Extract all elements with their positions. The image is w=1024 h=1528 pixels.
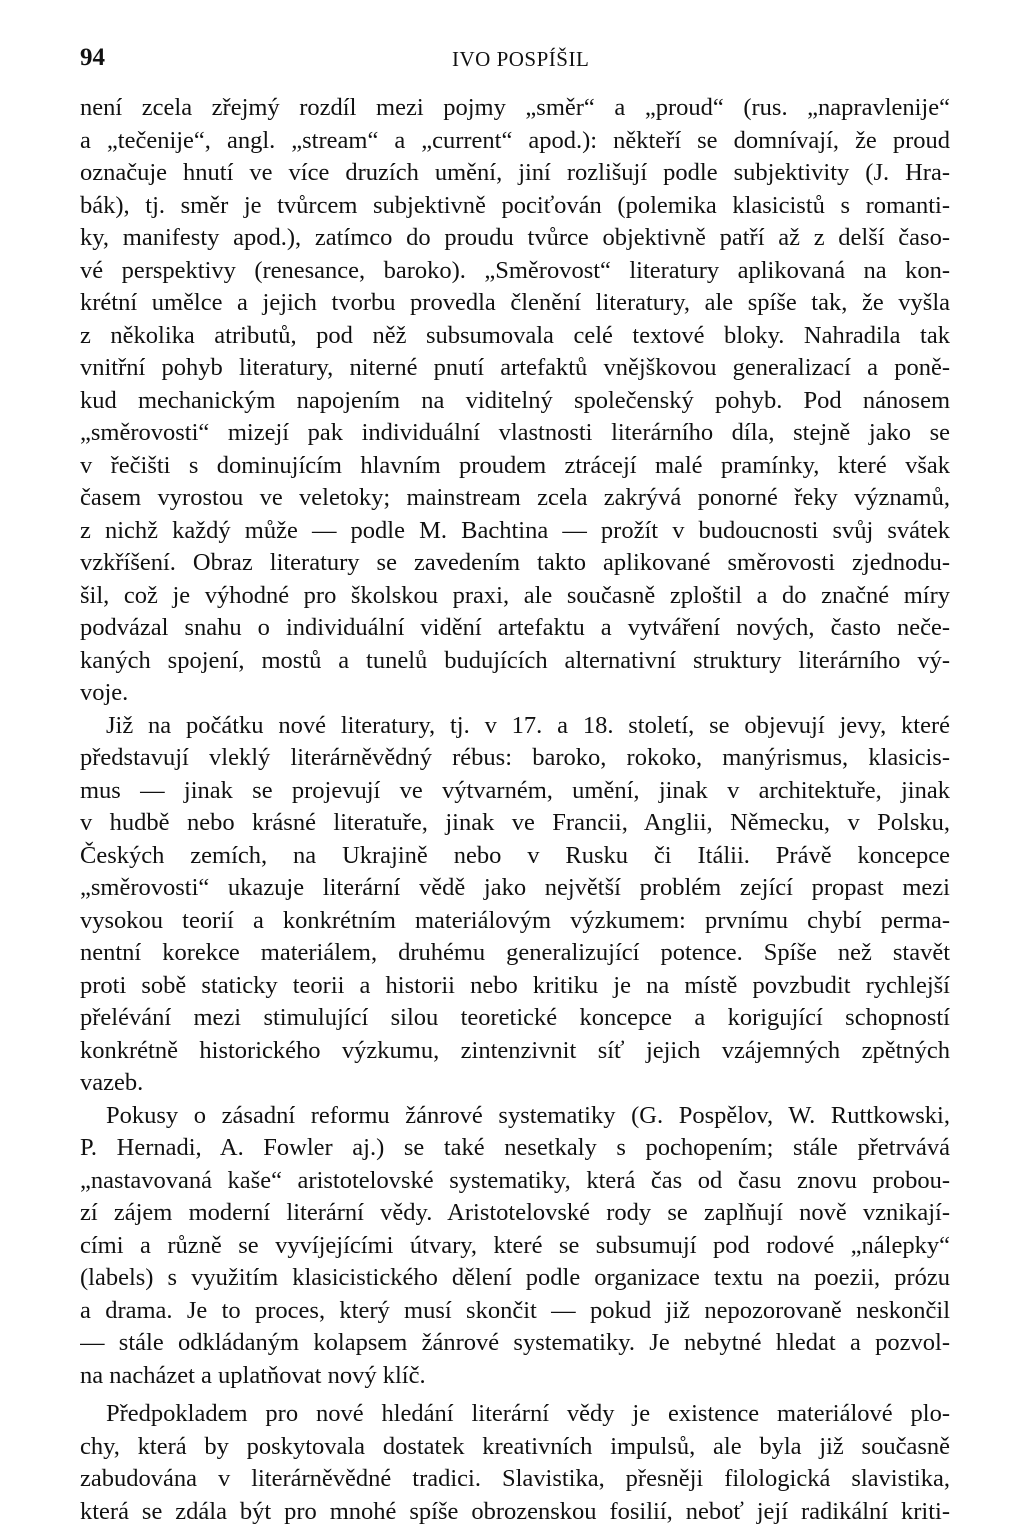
- text-line: zabudována v literárněvědné tradici. Slavistika, přesněji filologická slavistika,: [80, 1463, 950, 1496]
- text-line: voje.: [80, 677, 950, 710]
- text-line: nentní korekce materiálem, druhému generalizující potence. Spíše než stavět: [80, 937, 950, 970]
- text-line: kud mechanickým napojením na viditelný společenský pohyb. Pod nánosem: [80, 385, 950, 418]
- text-line: a „tečenije“, angl. „stream“ a „current“ apod.): někteří se domnívají, že proud: [80, 125, 950, 158]
- page-number: 94: [80, 44, 105, 72]
- text-line: z nichž každý může — podle M. Bachtina — prožít v budoucnosti svůj svátek: [80, 515, 950, 548]
- text-line: ky, manifesty apod.), zatímco do proudu tvůrce objektivně patří až z delší časo-: [80, 222, 950, 255]
- text-line: „nastavovaná kaše“ aristotelovské systematiky, která čas od času znovu probou-: [80, 1165, 950, 1198]
- text-line: podvázal snahu o individuální vidění artefaktu a vytváření nových, často neče-: [80, 612, 950, 645]
- text-line: časem vyrostou ve veletoky; mainstream zcela zakrývá ponorné řeky významů,: [80, 482, 950, 515]
- text-line: z několika atributů, pod něž subsumovala celé textové bloky. Nahradila tak: [80, 320, 950, 353]
- text-line: chy, která by poskytovala dostatek kreativních impulsů, ale byla již současně: [80, 1431, 950, 1464]
- text-line: Již na počátku nové literatury, tj. v 17. a 18. století, se objevují jevy, které: [80, 710, 950, 743]
- page-header: [80, 44, 940, 78]
- text-line: vé perspektivy (renesance, baroko). „Směrovost“ literatury aplikovaná na kon-: [80, 255, 950, 288]
- text-line: konkrétně historického výzkumu, zintenzivnit síť jejich vzájemných zpětných: [80, 1035, 950, 1068]
- text-line: vzkříšení. Obraz literatury se zavedením takto aplikované směrovosti zjednodu-: [80, 547, 950, 580]
- text-line: krétní umělce a jejich tvorbu provedla členění literatury, ale spíše tak, že vyšla: [80, 287, 950, 320]
- text-line: vnitřní pohyb literatury, niterné pnutí artefaktů vnějškovou generalizací a poně-: [80, 352, 950, 385]
- paragraph: [80, 1398, 950, 1528]
- paragraph: [80, 710, 950, 1100]
- text-line: Předpokladem pro nové hledání literární vědy je existence materiálové plo-: [80, 1398, 950, 1431]
- paragraph: [80, 1100, 950, 1393]
- text-line: v hudbě nebo krásné literatuře, jinak ve Francii, Anglii, Německu, v Polsku,: [80, 807, 950, 840]
- text-line: (labels) s využitím klasicistického dělení podle organizace textu na poezii, prózu: [80, 1262, 950, 1295]
- text-line: na nacházet a uplatňovat nový klíč.: [80, 1360, 950, 1393]
- text-line: zí zájem moderní literární vědy. Aristotelovské rody se zaplňují nově vznikají-: [80, 1197, 950, 1230]
- text-line: v řečišti s dominujícím hlavním proudem ztrácejí malé pramínky, které však: [80, 450, 950, 483]
- text-line: vazeb.: [80, 1067, 950, 1100]
- text-line: proti sobě staticky teorii a historii nebo kritiku je na místě povzbudit rychlejší: [80, 970, 950, 1003]
- text-body: [80, 92, 950, 1528]
- text-line: vysokou teorií a konkrétním materiálovým výzkumem: prvnímu chybí perma-: [80, 905, 950, 938]
- text-line: — stále odkládaným kolapsem žánrové systematiky. Je nebytné hledat a pozvol-: [80, 1327, 950, 1360]
- text-line: Pokusy o zásadní reformu žánrové systematiky (G. Pospělov, W. Ruttkowski,: [80, 1100, 950, 1133]
- text-line: kaných spojení, mostů a tunelů budujících alternativní struktury literárního vý-: [80, 645, 950, 678]
- paragraph: [80, 92, 950, 710]
- text-line: Českých zemích, na Ukrajině nebo v Rusku či Itálii. Právě koncepce: [80, 840, 950, 873]
- text-line: šil, což je výhodné pro školskou praxi, ale současně zploštil a do značné míry: [80, 580, 950, 613]
- text-line: není zcela zřejmý rozdíl mezi pojmy „směr“ a „proud“ (rus. „napravlenije“: [80, 92, 950, 125]
- text-line: „směrovosti“ mizejí pak individuální vlastnosti literárního díla, stejně jako se: [80, 417, 950, 450]
- text-line: P. Hernadi, A. Fowler aj.) se také nesetkaly s pochopením; stále přetrvává: [80, 1132, 950, 1165]
- text-line: přelévání mezi stimulující silou teoretické koncepce a korigující schopností: [80, 1002, 950, 1035]
- text-line: představují vleklý literárněvědný rébus: baroko, rokoko, manýrismus, klasicis-: [80, 742, 950, 775]
- running-head: IVO POSPÍŠIL: [452, 47, 589, 72]
- text-line: a drama. Je to proces, který musí skončit — pokud již nepozorovaně neskončil: [80, 1295, 950, 1328]
- text-line: která se zdála být pro mnohé spíše obrozenskou fosilií, neboť její radikální kriti-: [80, 1496, 950, 1528]
- text-line: cími a různě se vyvíjejícími útvary, které se subsumují pod rodové „nálepky“: [80, 1230, 950, 1263]
- text-line: označuje hnutí ve více druzích umění, jiní rozlišují podle subjektivity (J. Hra-: [80, 157, 950, 190]
- text-line: mus — jinak se projevují ve výtvarném, umění, jinak v architektuře, jinak: [80, 775, 950, 808]
- text-line: bák), tj. směr je tvůrcem subjektivně pociťován (polemika klasicistů s romanti-: [80, 190, 950, 223]
- text-line: „směrovosti“ ukazuje literární vědě jako největší problém zející propast mezi: [80, 872, 950, 905]
